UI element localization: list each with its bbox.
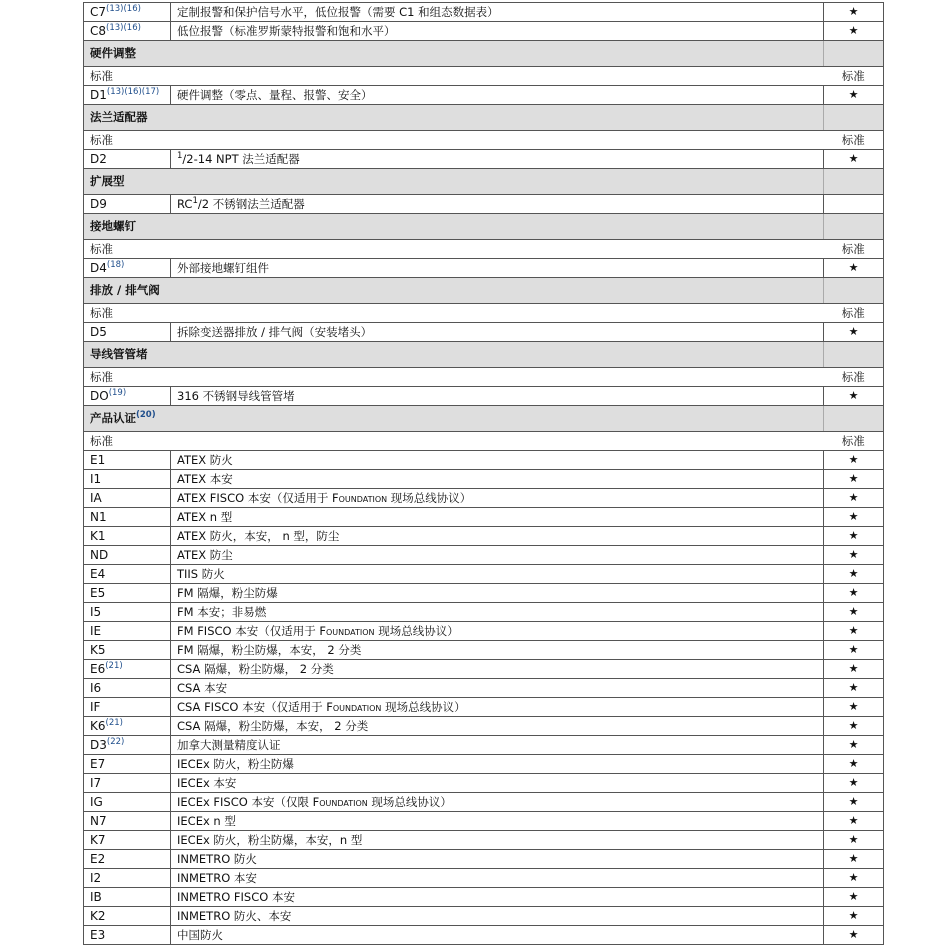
option-description: ATEX 防尘: [171, 546, 824, 565]
standard-label-right: 标准: [824, 131, 884, 150]
star-icon: ★: [824, 774, 884, 793]
star-icon: ★: [824, 3, 884, 22]
star-icon: ★: [824, 736, 884, 755]
option-row: [84, 584, 884, 603]
footnote-ref: (21): [105, 661, 123, 671]
star-icon: ★: [824, 86, 884, 105]
option-row: [84, 622, 884, 641]
option-description: INMETRO 本安: [171, 869, 824, 888]
desc-rest: /2-14 NPT 法兰适配器: [182, 152, 300, 166]
desc-prefix: RC: [177, 197, 193, 211]
option-code-cell: [84, 86, 171, 105]
section-title: 硬件调整: [90, 46, 136, 60]
option-code: IE: [90, 624, 102, 638]
star-icon: ★: [824, 470, 884, 489]
option-code: ND: [90, 548, 109, 562]
option-code-cell: [84, 565, 171, 584]
star-icon: ★: [824, 907, 884, 926]
option-row: [84, 926, 884, 945]
option-code-cell: [84, 698, 171, 717]
fraction-numerator: 1: [177, 151, 183, 162]
star-icon: ★: [824, 527, 884, 546]
option-code: E7: [90, 757, 106, 771]
desc-rest: /2 不锈钢法兰适配器: [197, 197, 305, 211]
option-code: E6: [90, 662, 106, 676]
option-row: [84, 888, 884, 907]
options-table: [83, 2, 884, 945]
option-row: [84, 660, 884, 679]
option-description: 316 不锈钢导线管管堵: [171, 387, 824, 406]
footnote-ref: (22): [106, 737, 125, 747]
desc-pre: FM FISCO 本安（仅适用于: [177, 624, 320, 638]
option-code-cell: [84, 831, 171, 850]
option-code: K6: [90, 719, 106, 733]
option-description: [171, 489, 824, 508]
option-description: FM 隔爆，粉尘防爆，本安， 2 分类: [171, 641, 824, 660]
star-icon: ★: [824, 888, 884, 907]
footnote-ref: (13)(16): [106, 23, 141, 33]
option-code-cell: [84, 888, 171, 907]
option-row: [84, 195, 884, 214]
option-code-cell: [84, 869, 171, 888]
option-description: ATEX 防火，本安， n 型，防尘: [171, 527, 824, 546]
star-icon: ★: [824, 660, 884, 679]
option-code-cell: [84, 812, 171, 831]
option-code: I2: [90, 871, 102, 885]
option-code-cell: [84, 22, 171, 41]
option-code-cell: [84, 195, 171, 214]
option-code: N7: [90, 814, 107, 828]
option-row: [84, 774, 884, 793]
footnote-ref: (20): [136, 410, 156, 421]
option-code-cell: [84, 508, 171, 527]
standard-label-right: 标准: [824, 304, 884, 323]
option-description: IECEx n 型: [171, 812, 824, 831]
option-code-cell: [84, 660, 171, 679]
option-code: E2: [90, 852, 106, 866]
option-description: IECEx 防火，粉尘防爆: [171, 755, 824, 774]
star-icon: ★: [824, 546, 884, 565]
standard-gap: [171, 240, 824, 259]
option-description: [171, 622, 824, 641]
option-description: CSA 隔爆，粉尘防爆， 2 分类: [171, 660, 824, 679]
standard-label-row: [84, 67, 884, 86]
standard-gap: [171, 368, 824, 387]
section-header-row: [84, 406, 884, 432]
star-icon: ★: [824, 869, 884, 888]
option-description: IECEx 防火，粉尘防爆，本安，n 型: [171, 831, 824, 850]
option-code: I5: [90, 605, 102, 619]
option-code-cell: [84, 793, 171, 812]
option-row: [84, 812, 884, 831]
option-code-cell: [84, 546, 171, 565]
star-icon: ★: [824, 603, 884, 622]
fraction-numerator: 1: [192, 196, 198, 207]
standard-label: 标准: [84, 368, 171, 387]
star-icon: ★: [824, 150, 884, 169]
option-row: [84, 850, 884, 869]
star-icon: ★: [824, 679, 884, 698]
option-description: IECEx 本安: [171, 774, 824, 793]
option-row: [84, 546, 884, 565]
option-description: 加拿大测量精度认证: [171, 736, 824, 755]
section-title: 产品认证: [90, 411, 136, 425]
footnote-ref: (13)(16): [106, 4, 141, 14]
option-code: D4: [90, 261, 107, 275]
desc-pre: ATEX FISCO 本安（仅适用于: [177, 491, 332, 505]
star-icon: ★: [824, 698, 884, 717]
option-row: [84, 527, 884, 546]
star-icon: ★: [824, 22, 884, 41]
desc-post: 现场总线协议）: [381, 700, 466, 714]
section-header-row: [84, 105, 884, 131]
option-row: [84, 387, 884, 406]
star-icon: [824, 195, 884, 214]
section-title: 法兰适配器: [90, 110, 148, 124]
option-description: 中国防火: [171, 926, 824, 945]
option-row: [84, 793, 884, 812]
foundation-smallcaps: Foundation: [319, 624, 375, 638]
standard-label: 标准: [84, 304, 171, 323]
footnote-ref: (21): [105, 718, 123, 728]
section-title-spacer: [824, 105, 884, 131]
star-icon: ★: [824, 489, 884, 508]
option-row: [84, 907, 884, 926]
section-title-cell: [84, 342, 824, 368]
option-description: ATEX 防火: [171, 451, 824, 470]
option-code: D3: [90, 738, 107, 752]
foundation-smallcaps: Foundation: [332, 491, 388, 505]
option-description: [171, 793, 824, 812]
option-code: IG: [90, 795, 103, 809]
option-code-cell: [84, 603, 171, 622]
standard-label: 标准: [84, 67, 171, 86]
option-row: [84, 831, 884, 850]
option-code: IF: [90, 700, 101, 714]
option-row: [84, 259, 884, 278]
option-description: ATEX n 型: [171, 508, 824, 527]
option-code: C8: [90, 24, 107, 38]
option-code-cell: [84, 717, 171, 736]
option-row: [84, 508, 884, 527]
standard-gap: [171, 131, 824, 150]
option-description: 外部接地螺钉组件: [171, 259, 824, 278]
standard-label: 标准: [84, 240, 171, 259]
option-row: [84, 717, 884, 736]
option-description: [171, 698, 824, 717]
option-row: [84, 150, 884, 169]
standard-label-right: 标准: [824, 432, 884, 451]
option-code: E1: [90, 453, 106, 467]
option-code: K5: [90, 643, 106, 657]
option-code: N1: [90, 510, 107, 524]
option-code-cell: [84, 527, 171, 546]
option-code-cell: [84, 451, 171, 470]
option-row: [84, 641, 884, 660]
option-code-cell: [84, 926, 171, 945]
standard-label: 标准: [84, 131, 171, 150]
option-code-cell: [84, 3, 171, 22]
option-code-cell: [84, 679, 171, 698]
section-title-spacer: [824, 214, 884, 240]
option-description: INMETRO 防火、本安: [171, 907, 824, 926]
option-code-cell: [84, 907, 171, 926]
option-code: E3: [90, 928, 106, 942]
section-title: 扩展型: [90, 174, 125, 188]
section-title: 导线管管堵: [90, 347, 148, 361]
star-icon: ★: [824, 323, 884, 342]
option-row: [84, 698, 884, 717]
option-code: D2: [90, 152, 107, 166]
star-icon: ★: [824, 831, 884, 850]
desc-post: 现场总线协议）: [367, 795, 452, 809]
star-icon: ★: [824, 622, 884, 641]
option-description: FM 本安；非易燃: [171, 603, 824, 622]
star-icon: ★: [824, 565, 884, 584]
option-code: D5: [90, 325, 107, 339]
option-row: [84, 755, 884, 774]
star-icon: ★: [824, 755, 884, 774]
option-description: TIIS 防火: [171, 565, 824, 584]
section-title-cell: [84, 169, 824, 195]
options-table-body: [84, 3, 884, 945]
option-row: [84, 489, 884, 508]
star-icon: ★: [824, 508, 884, 527]
option-code-cell: [84, 259, 171, 278]
option-row: [84, 86, 884, 105]
section-header-row: [84, 169, 884, 195]
section-title-cell: [84, 406, 824, 432]
option-row: [84, 603, 884, 622]
section-header-row: [84, 214, 884, 240]
foundation-smallcaps: Foundation: [326, 700, 382, 714]
option-code: K7: [90, 833, 106, 847]
option-code: E5: [90, 586, 106, 600]
section-title: 排放 / 排气阀: [90, 283, 160, 297]
standard-label: 标准: [84, 432, 171, 451]
star-icon: ★: [824, 584, 884, 603]
option-row: [84, 736, 884, 755]
option-code: E4: [90, 567, 106, 581]
option-description: [171, 195, 824, 214]
option-code-cell: [84, 489, 171, 508]
option-code-cell: [84, 323, 171, 342]
star-icon: ★: [824, 793, 884, 812]
star-icon: ★: [824, 850, 884, 869]
desc-pre: CSA FISCO 本安（仅适用于: [177, 700, 327, 714]
option-row: [84, 22, 884, 41]
option-row: [84, 470, 884, 489]
standard-label-row: [84, 240, 884, 259]
option-description: 拆除变送器排放 / 排气阀（安装堵头）: [171, 323, 824, 342]
foundation-smallcaps: Foundation: [312, 795, 368, 809]
option-row: [84, 679, 884, 698]
option-description: FM 隔爆，粉尘防爆: [171, 584, 824, 603]
standard-label-row: [84, 131, 884, 150]
star-icon: ★: [824, 641, 884, 660]
option-code: IB: [90, 890, 102, 904]
star-icon: ★: [824, 451, 884, 470]
option-description: CSA 本安: [171, 679, 824, 698]
section-title-spacer: [824, 278, 884, 304]
standard-gap: [171, 67, 824, 86]
desc-post: 现场总线协议）: [374, 624, 459, 638]
standard-label-right: 标准: [824, 240, 884, 259]
section-title-cell: [84, 278, 824, 304]
option-code-cell: [84, 736, 171, 755]
standard-label-right: 标准: [824, 368, 884, 387]
option-row: [84, 323, 884, 342]
star-icon: ★: [824, 926, 884, 945]
option-code-cell: [84, 774, 171, 793]
footnote-ref: (13)(16)(17): [106, 87, 160, 97]
desc-post: 现场总线协议）: [387, 491, 472, 505]
option-description: 定制报警和保护信号水平，低位报警（需要 C1 和组态数据表）: [171, 3, 824, 22]
section-header-row: [84, 41, 884, 67]
section-title-spacer: [824, 406, 884, 432]
option-code: D9: [90, 197, 107, 211]
option-description: INMETRO FISCO 本安: [171, 888, 824, 907]
star-icon: ★: [824, 387, 884, 406]
option-row: [84, 869, 884, 888]
option-code-cell: [84, 150, 171, 169]
option-code-cell: [84, 641, 171, 660]
option-code-cell: [84, 850, 171, 869]
footnote-ref: (19): [108, 388, 127, 398]
option-code: I6: [90, 681, 102, 695]
desc-pre: IECEx FISCO 本安（仅限: [177, 795, 313, 809]
option-code: K1: [90, 529, 106, 543]
section-title-spacer: [824, 41, 884, 67]
standard-gap: [171, 432, 824, 451]
option-description: ATEX 本安: [171, 470, 824, 489]
section-title-cell: [84, 105, 824, 131]
option-description: 硬件调整（零点、量程、报警、安全）: [171, 86, 824, 105]
option-row: [84, 565, 884, 584]
option-code-cell: [84, 470, 171, 489]
option-description: CSA 隔爆，粉尘防爆，本安， 2 分类: [171, 717, 824, 736]
section-header-row: [84, 278, 884, 304]
option-row: [84, 451, 884, 470]
option-code: C7: [90, 5, 107, 19]
section-title-spacer: [824, 169, 884, 195]
standard-label-right: 标准: [824, 67, 884, 86]
option-code: IA: [90, 491, 102, 505]
standard-label-row: [84, 368, 884, 387]
section-title: 接地螺钉: [90, 219, 136, 233]
option-code-cell: [84, 387, 171, 406]
star-icon: ★: [824, 812, 884, 831]
option-code: I1: [90, 472, 102, 486]
option-row: [84, 3, 884, 22]
option-code: K2: [90, 909, 106, 923]
standard-gap: [171, 304, 824, 323]
option-description: 低位报警（标准罗斯蒙特报警和饱和水平）: [171, 22, 824, 41]
option-description: INMETRO 防火: [171, 850, 824, 869]
option-code: I7: [90, 776, 102, 790]
option-description: [171, 150, 824, 169]
standard-label-row: [84, 432, 884, 451]
section-title-spacer: [824, 342, 884, 368]
standard-label-row: [84, 304, 884, 323]
option-code-cell: [84, 755, 171, 774]
option-code-cell: [84, 584, 171, 603]
section-header-row: [84, 342, 884, 368]
footnote-ref: (18): [106, 260, 125, 270]
option-code-cell: [84, 622, 171, 641]
option-code: D1: [90, 88, 107, 102]
option-code: DO: [90, 389, 109, 403]
star-icon: ★: [824, 717, 884, 736]
section-title-cell: [84, 214, 824, 240]
section-title-cell: [84, 41, 824, 67]
star-icon: ★: [824, 259, 884, 278]
